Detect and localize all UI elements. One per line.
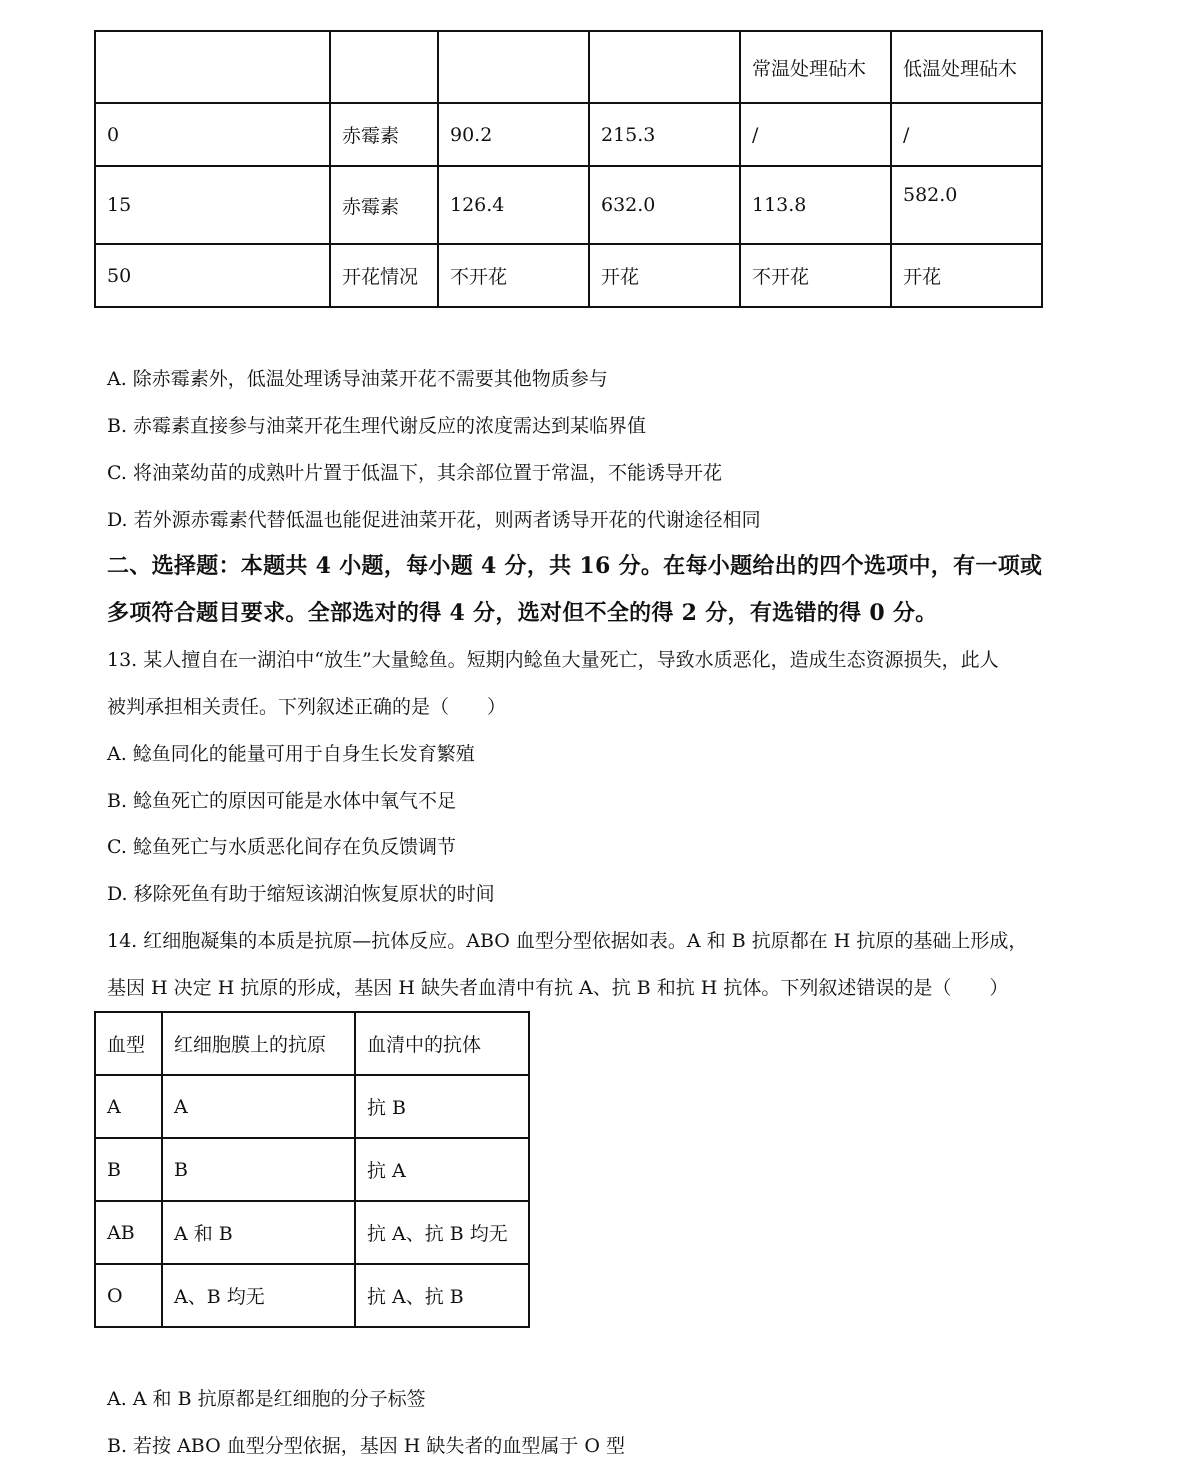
section-heading: 二、选择题：本题共 4 小题，每小题 4 分，共 16 分。在每小题给出的四个选项中，有一项或 [107,553,1043,579]
table-row [95,103,1042,166]
table-row [95,166,1042,244]
table-header-cell: 常温处理砧木 [740,31,891,103]
table-cell [330,31,438,103]
table-cell: AB [95,1201,162,1264]
q13-option-d: D. 移除死鱼有助于缩短该湖泊恢复原状的时间 [107,883,495,905]
q13-option-c: C. 鲶鱼死亡与水质恶化间存在负反馈调节 [107,836,456,858]
table-cell: A 和 B [162,1201,355,1264]
q14-stem-cont: 基因 H 决定 H 抗原的形成，基因 H 缺失者血清中有抗 A、抗 B 和抗 H 抗体。下列叙述错误的是（ ） [107,977,1009,999]
table-cell [438,31,589,103]
gibberellin-data-table [94,30,1043,308]
table-cell: 15 [95,166,330,244]
abo-blood-type-table [94,1011,530,1328]
table-cell: 抗 B [355,1075,529,1138]
table-cell [891,166,1042,244]
q12-option-b: B. 赤霉素直接参与油菜开花生理代谢反应的浓度需达到某临界值 [107,415,647,437]
table-cell: 126.4 [438,166,589,244]
table-cell: B [95,1138,162,1201]
table-row [95,1138,529,1201]
q13-stem: 13. 某人擅自在一湖泊中“放生”大量鲶鱼。短期内鲶鱼大量死亡，导致水质恶化，造成生态资源损失，此人 [107,649,999,671]
table-cell: A [95,1075,162,1138]
table-cell [95,31,330,103]
table-cell: 抗 A [355,1138,529,1201]
table-header-cell: 红细胞膜上的抗原 [162,1012,355,1075]
table-cell [589,31,740,103]
table-cell: 开花情况 [330,244,438,307]
q14-stem: 14. 红细胞凝集的本质是抗原—抗体反应。ABO 血型分型依据如表。A 和 B 抗原都在 H 抗原的基础上形成， [107,930,1028,952]
table-header-cell: 血型 [95,1012,162,1075]
table-cell: 0 [95,103,330,166]
table-header-row [95,1012,529,1075]
table-header-cell: 血清中的抗体 [355,1012,529,1075]
table-cell: 开花 [891,244,1042,307]
q13-stem-cont: 被判承担相关责任。下列叙述正确的是（ ） [107,696,507,718]
table-header-cell: 低温处理砧木 [891,31,1042,103]
table-cell: 215.3 [589,103,740,166]
table-cell: A、B 均无 [162,1264,355,1327]
table-cell: 90.2 [438,103,589,166]
table-cell: 赤霉素 [330,103,438,166]
table-cell: 赤霉素 [330,166,438,244]
table-row [95,1201,529,1264]
table-row [95,1264,529,1327]
table-cell: 632.0 [589,166,740,244]
table-cell: 抗 A、抗 B 均无 [355,1201,529,1264]
q12-option-d: D. 若外源赤霉素代替低温也能促进油菜开花，则两者诱导开花的代谢途径相同 [107,509,761,531]
table-cell: O [95,1264,162,1327]
table-cell: / [891,103,1042,166]
table-cell: B [162,1138,355,1201]
table-cell: 不开花 [438,244,589,307]
table-cell: 开花 [589,244,740,307]
table-row [95,1075,529,1138]
q13-option-b: B. 鲶鱼死亡的原因可能是水体中氧气不足 [107,790,457,812]
table-cell-text: 582.0 [903,184,958,206]
q13-option-a: A. 鲶鱼同化的能量可用于自身生长发育繁殖 [107,743,475,765]
table-cell: / [740,103,891,166]
q12-option-c: C. 将油菜幼苗的成熟叶片置于低温下，其余部位置于常温，不能诱导开花 [107,462,722,484]
q14-option-a: A. A 和 B 抗原都是红细胞的分子标签 [107,1388,426,1410]
q12-option-a: A. 除赤霉素外，低温处理诱导油菜开花不需要其他物质参与 [107,368,608,390]
table-cell: 113.8 [740,166,891,244]
table-cell: 不开花 [740,244,891,307]
table-row [95,31,1042,103]
table-cell: 50 [95,244,330,307]
table-row [95,244,1042,307]
table-cell: A [162,1075,355,1138]
q14-option-b: B. 若按 ABO 血型分型依据，基因 H 缺失者的血型属于 O 型 [107,1435,626,1457]
table-cell: 抗 A、抗 B [355,1264,529,1327]
section-heading-cont: 多项符合题目要求。全部选对的得 4 分，选对但不全的得 2 分，有选错的得 0 分。 [107,600,938,626]
